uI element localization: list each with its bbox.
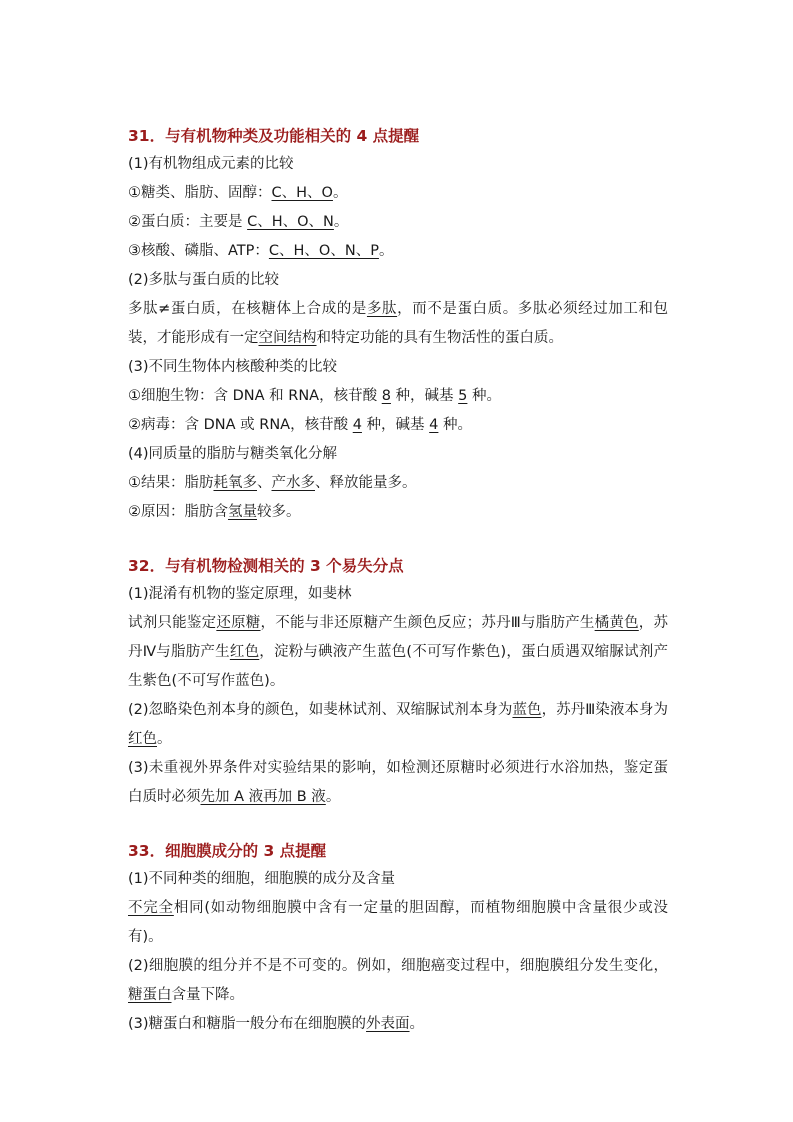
s32-paragraph-2 <box>128 696 668 754</box>
text: ，苏丹Ⅳ与脂肪产生 <box>128 615 669 660</box>
s31-line-cellular <box>128 382 668 411</box>
text: 。 <box>378 243 394 259</box>
s31-line-nucleic <box>128 237 668 266</box>
text: 多肽≠蛋白质，在核糖体上合成的是 <box>128 301 367 317</box>
answer: 外表面 <box>366 1016 410 1032</box>
text: ②蛋白质：主要是 <box>128 214 248 230</box>
answer: 还原糖 <box>216 615 261 631</box>
text: 种。 <box>438 417 473 433</box>
text: ，淀粉与碘液产生蓝色(不可写作紫色)，蛋白质遇双缩脲试剂产生紫色(不可写作蓝色)。 <box>128 644 668 689</box>
s33-paragraph-2 <box>128 952 668 1010</box>
text: (3)糖蛋白和糖脂一般分布在细胞膜的 <box>128 1016 367 1032</box>
text: ①细胞生物：含 DNA 和 RNA，核苷酸 <box>128 388 382 404</box>
answer: 糖蛋白 <box>128 987 172 1003</box>
s32-paragraph-1 <box>128 609 668 696</box>
s31-heading-4: (4)同质量的脂肪与糖类氧化分解 <box>128 446 338 462</box>
text: 含量下降。 <box>171 987 244 1003</box>
text: 、 <box>257 475 272 491</box>
s31-heading-1: (1)有机物组成元素的比较 <box>128 156 294 172</box>
text: ，不能与非还原糖产生颜色反应；苏丹Ⅲ与脂肪产生 <box>260 615 595 631</box>
answer: 空间结构 <box>258 330 317 346</box>
text: 相同(如动物细胞膜中含有一定量的胆固醇，而植物细胞膜中含量很少或没有)。 <box>128 900 669 945</box>
text: 种。 <box>467 388 502 404</box>
text: ①糖类、脂肪、固醇： <box>128 185 272 201</box>
text: ①结果：脂肪 <box>128 475 214 491</box>
s31-line-reason <box>128 498 668 527</box>
text: 。 <box>333 214 349 230</box>
text: 、释放能量多。 <box>315 475 417 491</box>
answer: C、H、O、N <box>247 214 334 230</box>
answer: 4 <box>429 417 439 433</box>
s33-paragraph-3 <box>128 1010 668 1039</box>
s31-line-sugar <box>128 179 668 208</box>
s33-paragraph-1 <box>128 894 668 952</box>
answer: 红色 <box>229 644 260 660</box>
text: 。 <box>157 731 172 747</box>
s31-peptide-paragraph <box>128 295 668 353</box>
answer: 橘黄色 <box>594 615 639 631</box>
text: (2)细胞膜的组分并不是不可变的。例如，细胞癌变过程中，细胞膜组分发生变化， <box>128 958 668 974</box>
section-33-title: 33．细胞膜成分的 3 点提醒 <box>128 842 327 860</box>
section-gap <box>128 812 668 838</box>
section-31-title: 31．与有机物种类及功能相关的 4 点提醒 <box>128 127 420 145</box>
s31-heading-2: (2)多肽与蛋白质的比较 <box>128 272 280 288</box>
answer: 先加 A 液再加 B 液 <box>200 789 326 805</box>
text: 。 <box>332 185 348 201</box>
s31-line-result <box>128 469 668 498</box>
s31-line-virus <box>128 411 668 440</box>
text: ②原因：脂肪含 <box>128 504 228 520</box>
text: 种，碱基 <box>361 417 430 433</box>
text: 较多。 <box>257 504 301 520</box>
answer: 蓝色 <box>512 702 542 718</box>
answer: 产水多 <box>271 475 315 491</box>
s32-heading-1: (1)混淆有机物的鉴定原理，如斐林 <box>128 586 352 602</box>
text: (3)未重视外界条件对实验结果的影响，如检测还原糖时必须进行水浴加热，鉴定蛋白质时必须 <box>128 760 668 805</box>
answer: 8 <box>381 388 391 404</box>
text: 试剂只能鉴定 <box>128 615 217 631</box>
answer: 多肽 <box>366 301 398 317</box>
text: 和特定功能的具有生物活性的蛋白质。 <box>316 330 563 346</box>
answer: 不完全 <box>128 900 174 916</box>
text: 种，碱基 <box>390 388 459 404</box>
text: ，苏丹Ⅲ染液本身为 <box>541 702 668 718</box>
text: 。 <box>409 1016 425 1032</box>
answer: 红色 <box>128 731 157 747</box>
s31-line-protein <box>128 208 668 237</box>
s32-paragraph-3 <box>128 754 668 812</box>
section-32-title: 32．与有机物检测相关的 3 个易失分点 <box>128 557 404 575</box>
answer: 耗氧多 <box>213 475 257 491</box>
answer: C、H、O、N、P <box>268 243 379 259</box>
text: (2)忽略染色剂本身的颜色，如斐林试剂、双缩脲试剂本身为 <box>128 702 513 718</box>
answer: 氢量 <box>228 504 257 520</box>
answer: C、H、O <box>271 185 333 201</box>
answer: 5 <box>458 388 468 404</box>
section-gap <box>128 527 668 553</box>
text: ③核酸、磷脂、ATP： <box>128 243 269 259</box>
text: ，而不是蛋白质。多肽必须经过加工和包装，才能形成有一定 <box>128 301 669 346</box>
text: 。 <box>325 789 341 805</box>
s33-heading-1: (1)不同种类的细胞，细胞膜的成分及含量 <box>128 871 396 887</box>
document-page <box>128 123 668 1039</box>
answer: 4 <box>352 417 362 433</box>
text: ②病毒：含 DNA 或 RNA，核苷酸 <box>128 417 353 433</box>
s31-heading-3: (3)不同生物体内核酸种类的比较 <box>128 359 338 375</box>
